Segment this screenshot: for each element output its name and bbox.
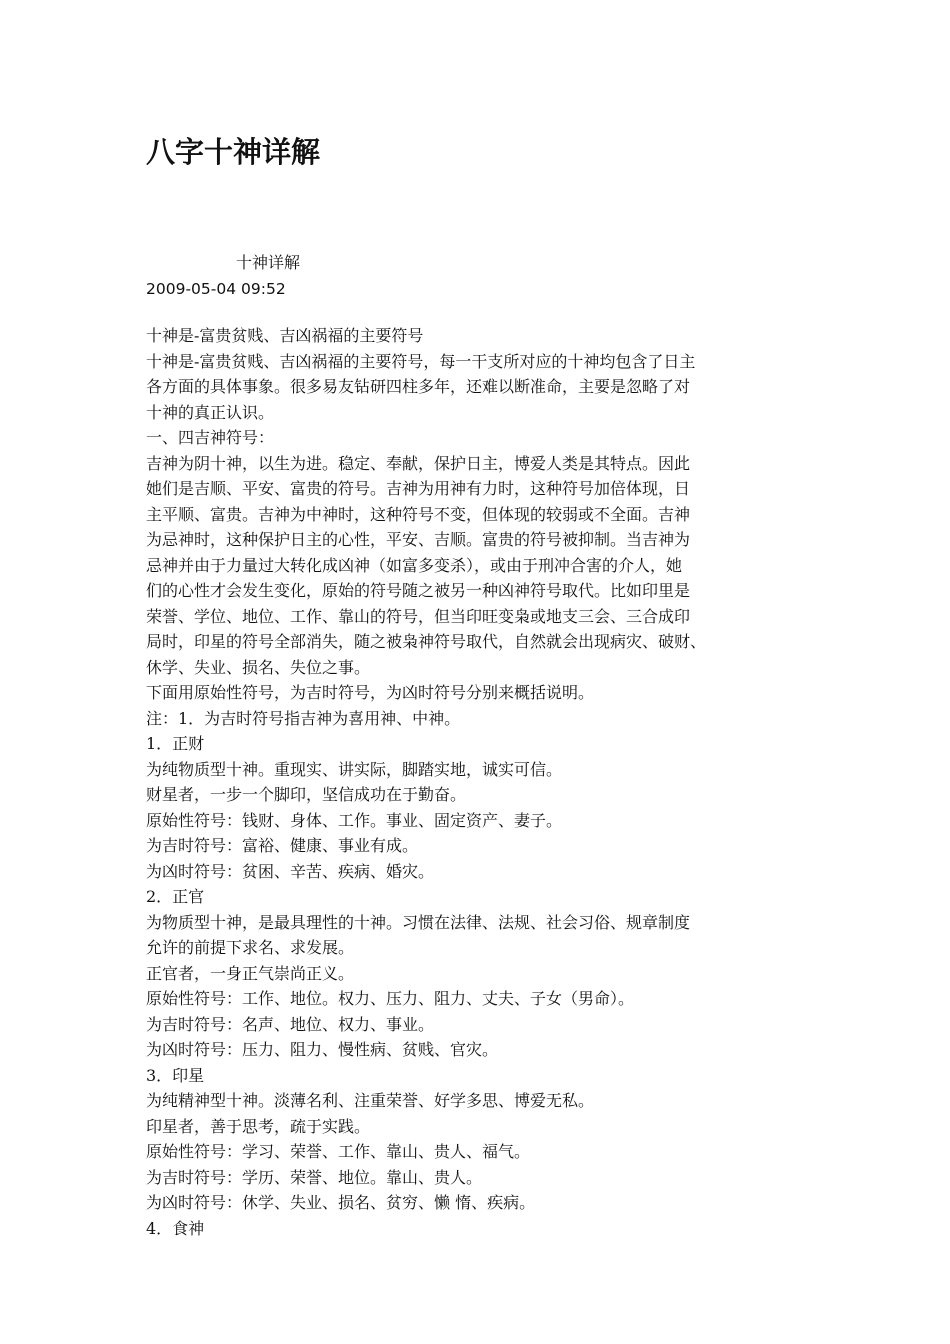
body-line: 原始性符号：钱财、身体、工作。事业、固定资产、妻子。 <box>146 810 563 830</box>
body-line: 允许的前提下求名、求发展。 <box>146 938 355 957</box>
body-line: 正官者，一身正气崇尚正义。 <box>146 963 355 983</box>
body-line: 财星者，一步一个脚印，坚信成功在于勤奋。 <box>146 785 467 804</box>
article-subtitle: 十神详解 <box>236 253 301 272</box>
body-line: 为吉时符号：学历、荣誉、地位。靠山、贵人。 <box>146 1167 483 1187</box>
body-line: 主平顺、富贵。吉神为中神时，这种符号不变，但体现的较弱或不全面。吉神 <box>146 504 691 524</box>
body-line: 原始性符号：工作、地位。权力、压力、阻力、丈夫、子女（男命）。 <box>146 989 635 1008</box>
body-line: 为凶时符号：休学、失业、损名、贫穷、懒 惰、疾病。 <box>146 1193 536 1212</box>
body-line: 十神是-富贵贫贱、吉凶祸福的主要符号，每一干支所对应的十神均包含了日主 <box>146 351 696 371</box>
body-line: 她们是吉顺、平安、富贵的符号。吉神为用神有力时，这种符号加倍体现，日 <box>146 479 691 498</box>
body-line: 荣誉、学位、地位、工作、靠山的符号，但当印旺变枭或地支三会、三合成印 <box>146 606 691 626</box>
article-body <box>146 323 836 1241</box>
article-header <box>146 250 826 302</box>
body-line: 休学、失业、损名、失位之事。 <box>146 657 371 677</box>
body-line: 吉神为阴十神，以生为进。稳定、奉献，保护日主，博爱人类是其特点。因此 <box>146 453 691 473</box>
item-heading: 1．正财 <box>146 734 205 753</box>
body-line: 为物质型十神，是最具理性的十神。习惯在法律、法规、社会习俗、规章制度 <box>146 912 691 932</box>
body-line: 为凶时符号：贫困、辛苦、疾病、婚灾。 <box>146 861 435 881</box>
item-heading: 3．印星 <box>146 1065 205 1085</box>
body-line: 印星者，善于思考，疏于实践。 <box>146 1116 371 1136</box>
body-line: 十神的真正认识。 <box>146 402 275 422</box>
item-heading: 4．食神 <box>146 1218 205 1238</box>
body-line: 为忌神时，这种保护日主的心性，平安、吉顺。富贵的符号被抑制。当吉神为 <box>146 530 691 549</box>
body-line: 为凶时符号：压力、阻力、慢性病、贫贱、官灾。 <box>146 1040 499 1059</box>
article-timestamp: 2009-05-04 09:52 <box>146 280 286 298</box>
body-line: 原始性符号：学习、荣誉、工作、靠山、贵人、福气。 <box>146 1142 531 1161</box>
body-line: 们的心性才会发生变化，原始的符号随之被另一种凶神符号取代。比如印里是 <box>146 581 691 600</box>
body-line: 十神是-富贵贫贱、吉凶祸福的主要符号 <box>146 326 424 345</box>
body-line: 各方面的具体事象。很多易友钻研四柱多年，还难以断准命，主要是忽略了对 <box>146 377 691 396</box>
note-line: 注：1．为吉时符号指吉神为喜用神、中神。 <box>146 708 461 728</box>
body-line: 为吉时符号：富裕、健康、事业有成。 <box>146 836 419 855</box>
body-line: 为纯物质型十神。重现实、讲实际，脚踏实地，诚实可信。 <box>146 759 563 779</box>
body-line: 忌神并由于力量过大转化成凶神（如富多变杀），或由于刑冲合害的介人，她 <box>146 555 683 575</box>
body-line: 局时，印星的符号全部消失，随之被枭神符号取代，自然就会出现病灾、破财、 <box>146 632 707 651</box>
body-line: 为吉时符号：名声、地位、权力、事业。 <box>146 1014 435 1034</box>
body-line: 为纯精神型十神。淡薄名利、注重荣誉、好学多思、博爱无私。 <box>146 1091 595 1110</box>
section-heading: 一、四吉神符号： <box>146 428 275 447</box>
item-heading: 2．正官 <box>146 887 205 906</box>
document-title: 八字十神详解 <box>146 135 321 169</box>
body-line: 下面用原始性符号，为吉时符号，为凶时符号分别来概括说明。 <box>146 683 595 702</box>
